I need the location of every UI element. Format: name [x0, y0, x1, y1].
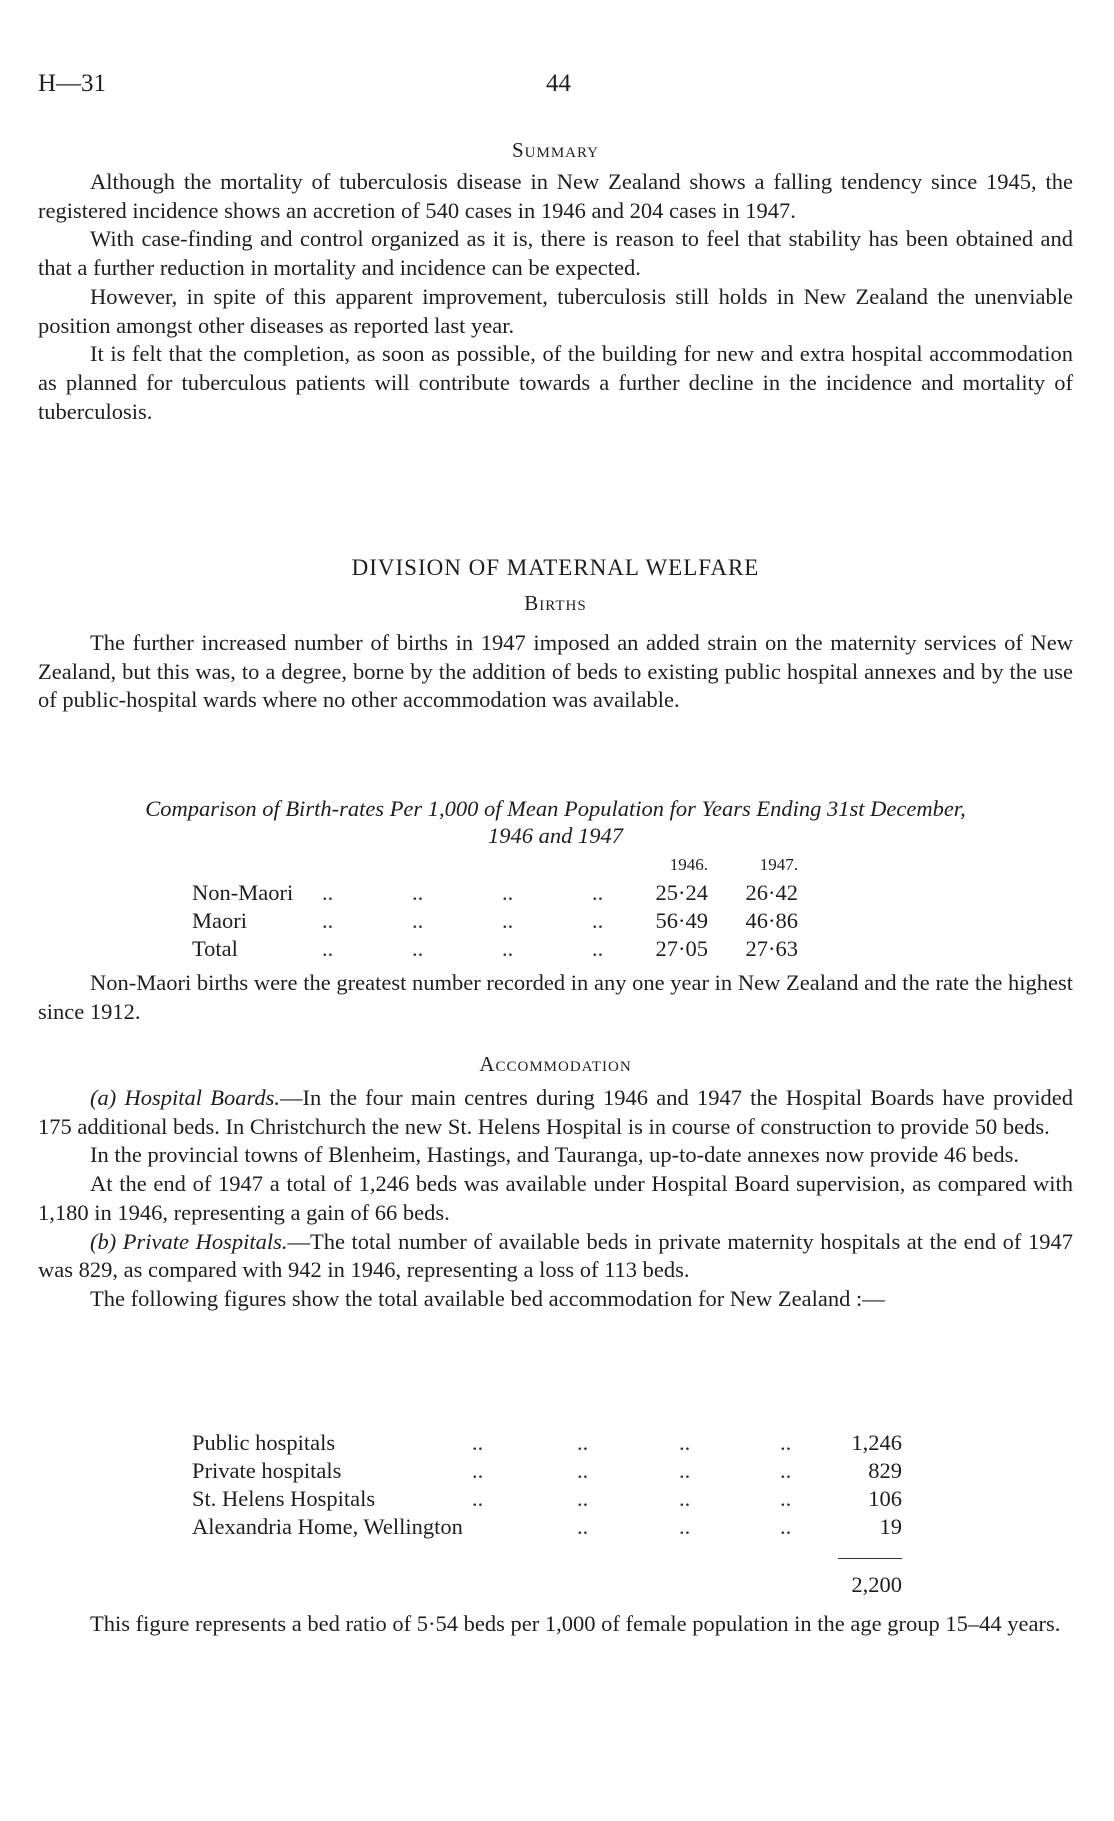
ratio-section	[38, 1610, 1073, 1639]
table-row	[192, 1458, 902, 1486]
hospital-boards-paragraph	[38, 1084, 1073, 1141]
value-1947: 26·42	[745, 880, 798, 905]
hospital-boards-text: —In the four main centres during 1946 and 1947 the Hospital Boards have provided 175 additional beds. In Christchurch the new St. Helens Hospital is in course of construction to provide 50 beds.	[38, 1085, 1073, 1139]
leader-dots: ..	[412, 908, 424, 933]
beds-total-row	[192, 1572, 902, 1600]
row-value: 106	[868, 1486, 902, 1511]
leader-dots: ..	[412, 936, 424, 961]
page-header	[38, 70, 1076, 110]
division-title: DIVISION OF MATERNAL WELFARE	[351, 555, 760, 580]
beds-table	[192, 1430, 902, 1542]
row-label: St. Helens Hospitals	[192, 1486, 376, 1511]
table-row	[192, 1514, 902, 1542]
birth-rate-table-title: Comparison of Birth-rates Per 1,000 of Mean Population for Years Ending 31st December,	[145, 796, 966, 821]
end-1947-paragraph: At the end of 1947 a total of 1,246 beds was available under Hospital Board supervision, as compared with 1,180 in 1946, representing a gain of 66 beds.	[38, 1171, 1073, 1225]
leader-dots: ..	[780, 1486, 792, 1511]
provincial-paragraph: In the provincial towns of Blenheim, Hastings, and Tauranga, up-to-date annexes now provide 46 beds.	[90, 1142, 1020, 1168]
leader-dots: ..	[472, 1458, 484, 1483]
row-value: 19	[879, 1514, 902, 1539]
table-row	[192, 1486, 902, 1514]
row-label: Public hospitals	[192, 1430, 336, 1455]
report-reference: H—31	[38, 70, 107, 97]
row-label: Private hospitals	[192, 1458, 342, 1483]
leader-dots: ..	[412, 880, 424, 905]
value-1946: 27·05	[655, 936, 708, 961]
leader-dots: ..	[577, 1458, 589, 1483]
summary-paragraph: With case-finding and control organized as it is, there is reason to feel that stability has been obtained and that a further reduction in mortality and incidence can be expected.	[38, 226, 1073, 281]
birth-rate-table-title-years: 1946 and 1947	[488, 823, 623, 848]
leader-dots: ..	[780, 1430, 792, 1455]
summary-heading: Summary	[511, 138, 600, 162]
summary-paragraph: Although the mortality of tuberculosis disease in New Zealand shows a falling tendency since 1945, the registered incidence shows an accretion of 540 cases in 1946 and 204 cases in 1947.	[38, 169, 1073, 223]
value-1946: 25·24	[655, 880, 708, 905]
accommodation-section	[38, 1052, 1073, 1314]
accommodation-heading: Accommodation	[479, 1052, 632, 1076]
leader-dots: ..	[502, 908, 514, 933]
birth-rate-table	[192, 851, 798, 963]
leader-dots: ..	[502, 880, 514, 905]
maternal-welfare-section	[38, 555, 1073, 715]
value-1947: 46·86	[745, 908, 798, 933]
summary-paragraph: However, in spite of this apparent improvement, tuberculosis still holds in New Zealand the unenviable position amongst other diseases as reported last year.	[38, 283, 1073, 338]
leader-dots: ..	[592, 936, 604, 961]
private-hospitals-label: (b) Private Hospitals.	[90, 1228, 288, 1254]
leader-dots: ..	[322, 936, 334, 961]
bed-ratio-paragraph: This figure represents a bed ratio of 5·54 beds per 1,000 of female population in the age group 15–44 years.	[90, 1611, 1061, 1636]
row-label: Non-Maori	[192, 880, 294, 905]
row-label: Alexandria Home, Wellington	[192, 1514, 463, 1539]
value-1947: 27·63	[745, 936, 798, 961]
birth-rate-table-section	[38, 795, 1073, 1026]
page-number: 44	[546, 70, 571, 97]
leader-dots: ..	[679, 1458, 691, 1483]
figures-intro-paragraph: The following figures show the total available bed accommodation for New Zealand :—	[90, 1285, 885, 1311]
table-row	[192, 1430, 902, 1458]
births-paragraph: The further increased number of births in 1947 imposed an added strain on the maternity services of New Zealand, but this was, to a degree, borne by the addition of beds to existing public hospital annexes and by the use of public-hospital wards where no other accommodation was available.	[38, 630, 1073, 713]
summary-section	[38, 138, 1073, 426]
leader-dots: ..	[322, 908, 334, 933]
row-label: Maori	[192, 908, 247, 933]
leader-dots: ..	[592, 880, 604, 905]
leader-dots: ..	[502, 936, 514, 961]
leader-dots: ..	[780, 1514, 792, 1539]
leader-dots: ..	[472, 1430, 484, 1455]
leader-dots: ..	[679, 1430, 691, 1455]
table-row	[192, 935, 798, 963]
summary-paragraph: It is felt that the completion, as soon as possible, of the building for new and extra hospital accommodation as planned for tuberculous patients will contribute towards a further decline in the incidence and mortality of tuberculosis.	[38, 341, 1073, 424]
leader-dots: ..	[679, 1486, 691, 1511]
table-row	[192, 879, 798, 907]
private-hospitals-text: —The total number of available beds in private maternity hospitals at the end of 1947 was 829, as compared with 942 in 1946, representing a loss of 113 beds.	[38, 1228, 1073, 1283]
leader-dots: ..	[780, 1458, 792, 1483]
leader-dots: ..	[679, 1514, 691, 1539]
leader-dots: ..	[322, 880, 334, 905]
total-line	[192, 1572, 902, 1600]
leader-dots: ..	[577, 1430, 589, 1455]
row-value: 1,246	[851, 1430, 902, 1455]
private-hospitals-paragraph	[38, 1228, 1073, 1285]
beds-total: 2,200	[851, 1572, 902, 1597]
column-header-1947: 1947.	[759, 855, 798, 874]
hospital-boards-label: (a) Hospital Boards.	[90, 1085, 280, 1110]
total-rule	[838, 1558, 902, 1559]
leader-dots: ..	[592, 908, 604, 933]
value-1946: 56·49	[655, 908, 708, 933]
leader-dots: ..	[577, 1514, 589, 1539]
birth-table-note: Non-Maori births were the greatest number recorded in any one year in New Zealand and the rate the highest since 1912.	[38, 970, 1073, 1024]
leader-dots: ..	[577, 1486, 589, 1511]
births-heading: Births	[524, 591, 587, 615]
row-label: Total	[192, 936, 238, 961]
leader-dots: ..	[472, 1486, 484, 1511]
table-row	[192, 907, 798, 935]
row-value: 829	[868, 1458, 902, 1483]
column-header-1946: 1946.	[669, 855, 708, 874]
